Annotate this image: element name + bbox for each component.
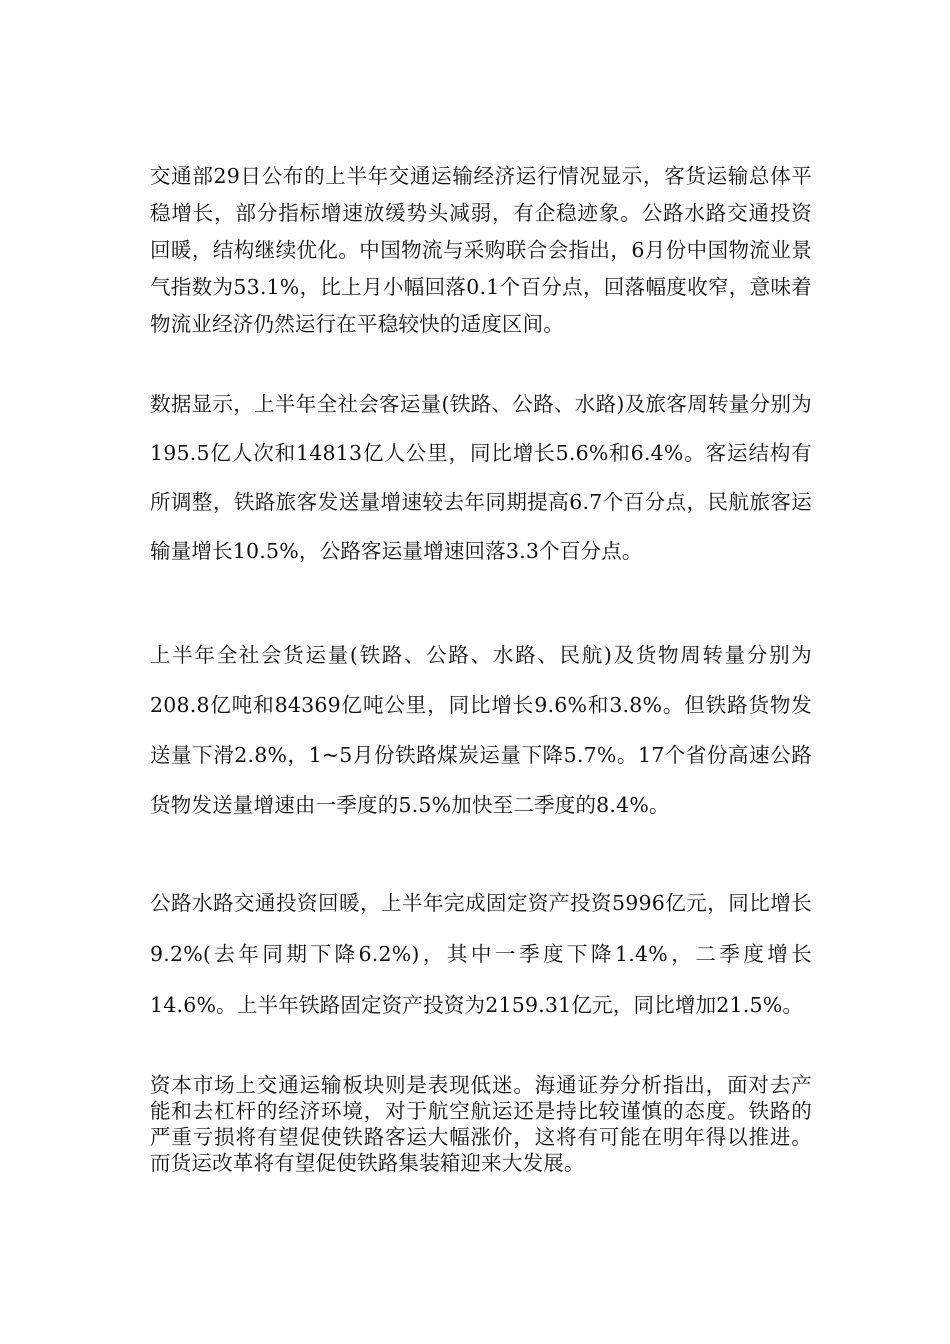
paragraph-3: 上半年全社会货运量(铁路、公路、水路、民航)及货物周转量分别为208.8亿吨和84369亿吨公里，同比增长9.6%和3.8%。但铁路货物发送量下滑2.8%，1~5月份铁路煤炭运量下降5.7%。17个省份高速公路货物发送量增速由一季度的5.5%加快至二季度的8.4%。 [150,643,812,817]
paragraph-4: 公路水路交通投资回暖，上半年完成固定资产投资5996亿元，同比增长9.2%(去年同期下降6.2%)，其中一季度下降1.4%，二季度增长14.6%。上半年铁路固定资产投资为2159.31亿元，同比增加21.5%。 [150,891,812,1017]
paragraph-5: 资本市场上交通运输板块则是表现低迷。海通证券分析指出，面对去产能和去杠杆的经济环境，对于航空航运还是持比较谨慎的态度。铁路的严重亏损将有望促使铁路客运大幅涨价，这将有可能在明年得以推进。而货运改革将有望促使铁路集装箱迎来大发展。 [150,1073,812,1175]
paragraph-2: 数据显示，上半年全社会客运量(铁路、公路、水路)及旅客周转量分别为195.5亿人次和14813亿人公里，同比增长5.6%和6.4%。客运结构有所调整，铁路旅客发送量增速较去年同期提高6.7个百分点，民航旅客运输量增长10.5%，公路客运量增速回落3.3个百分点。 [150,392,812,563]
paragraph-1: 交通部29日公布的上半年交通运输经济运行情况显示，客货运输总体平稳增长，部分指标增速放缓势头减弱，有企稳迹象。公路水路交通投资回暖，结构继续优化。中国物流与采购联合会指出，6月份中国物流业景气指数为53.1%，比上月小幅回落0.1个百分点，回落幅度收窄，意味着物流业经济仍然运行在平稳较快的适度区间。 [150,164,812,336]
